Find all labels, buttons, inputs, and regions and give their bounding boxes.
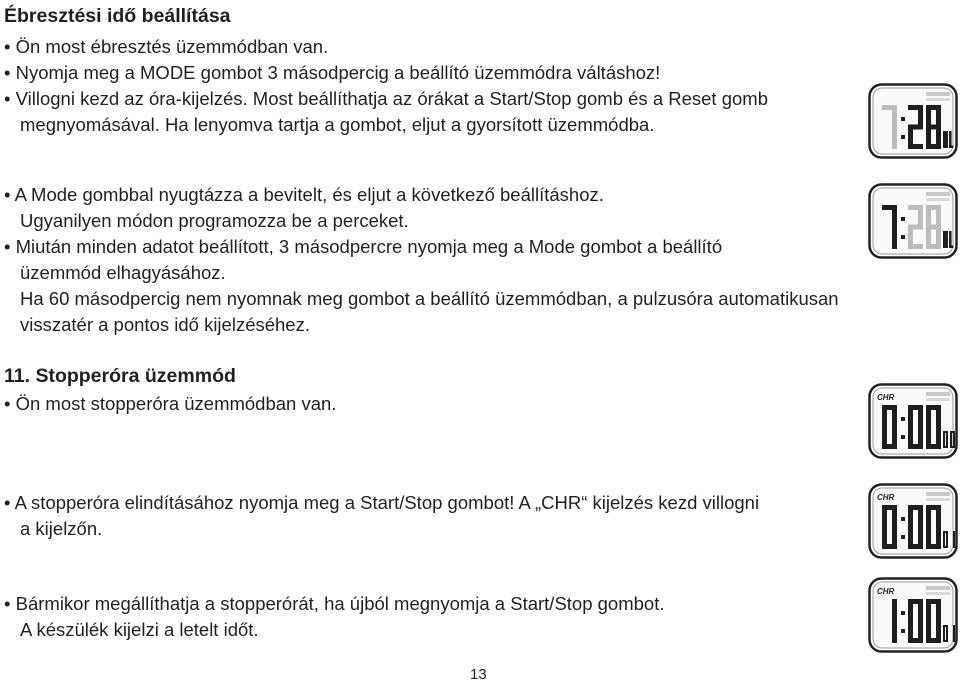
lcd-segment [892, 227, 897, 249]
lcd-segment [918, 405, 923, 427]
lcd-segment [901, 235, 905, 239]
lcd-segment [926, 599, 931, 621]
lcd-display-alarm-minutes [868, 183, 958, 259]
lcd-chr-label: CHR [877, 493, 895, 502]
lcd-segment [943, 531, 945, 540]
lcd-segment [943, 540, 945, 549]
lcd-segment [901, 435, 905, 439]
lcd-segment [943, 625, 945, 634]
lcd-segment [943, 231, 948, 234]
lcd-segment [901, 117, 905, 121]
lcd-segment [936, 105, 941, 127]
lcd-segment [908, 505, 913, 527]
lcd-segment [901, 517, 905, 521]
lcd-display-stopwatch-ready [868, 383, 958, 459]
lcd-segment [950, 431, 952, 440]
lcd-segment [901, 611, 905, 615]
lcd-segment [908, 125, 923, 130]
lcd-segment [918, 105, 923, 127]
lcd-segment [901, 535, 905, 539]
lcd-segment [892, 127, 897, 149]
lcd-segment [926, 405, 931, 427]
lcd-segment [882, 527, 887, 549]
lcd-segment [936, 205, 941, 227]
lcd-chr-label: CHR [877, 393, 895, 402]
lcd-segment [892, 599, 897, 621]
lcd-segment [949, 231, 952, 248]
lcd-segment [943, 139, 948, 142]
lcd-chr-label: CHR [877, 587, 895, 596]
lcd-segment [946, 531, 948, 540]
lcd-segment [901, 135, 905, 139]
lcd-segment [882, 505, 887, 527]
lcd-segment [926, 527, 931, 549]
text-line-exit: üzemmód elhagyásához. [20, 262, 226, 283]
lcd-segment [926, 621, 931, 643]
lcd-segment [892, 505, 897, 527]
lcd-segment [892, 621, 897, 643]
text-line-elapsed: A készülék kijelzi a letelt időt. [20, 619, 259, 640]
lcd-segment [908, 527, 913, 549]
lcd-segment [892, 105, 897, 127]
bullet-line-stopwatch-mode: • Ön most stopperóra üzemmódban van. [4, 393, 337, 414]
bullet-line-alarm-mode: • Ön most ébresztés üzemmódban van. [4, 36, 329, 57]
lcd-segment [908, 599, 913, 621]
section-title: Ébresztési idő beállítása [4, 5, 231, 27]
lcd-segment [908, 405, 913, 427]
lcd-display-stopwatch-running [868, 483, 958, 559]
lcd-segment [949, 131, 952, 148]
lcd-segment [918, 205, 923, 227]
lcd-segment [901, 417, 905, 421]
bullet-line-exit-setup: • Miután minden adatot beállított, 3 másodpercre nyomja meg a Mode gombot a beállító [4, 236, 723, 257]
stopwatch-heading: 11. Stopperóra üzemmód [4, 365, 236, 387]
lcd-segment [936, 505, 941, 527]
text-line-timeout: Ha 60 másodpercig nem nyomnak meg gombot a beállító üzemmódban, a pulzusóra automatikusan [20, 288, 839, 309]
lcd-segment [936, 405, 941, 427]
lcd-display-stopwatch-stopped [868, 577, 958, 653]
lcd-segment [953, 634, 955, 643]
lcd-segment [953, 531, 955, 540]
lcd-segment [953, 431, 955, 440]
lcd-segment [908, 225, 923, 230]
lcd-segment [882, 405, 887, 427]
lcd-segment [936, 599, 941, 621]
lcd-segment [901, 629, 905, 633]
lcd-segment [943, 634, 945, 643]
bullet-line-start-stopwatch: • A stopperóra elindításához nyomja meg a Start/Stop gombot! A „CHR“ kijelzés kezd villogni [4, 492, 760, 513]
lcd-segment [908, 427, 913, 449]
lcd-segment [943, 239, 948, 242]
lcd-segment [949, 246, 953, 249]
lcd-segment [926, 127, 931, 149]
text-line-hold-button: megnyomásával. Ha lenyomva tartja a gombot, eljut a gyorsított üzemmódba. [20, 114, 655, 135]
lcd-segment [908, 227, 913, 249]
lcd-segment [926, 225, 941, 230]
lcd-segment [950, 440, 952, 449]
lcd-segment [943, 431, 945, 440]
lcd-segment [908, 621, 913, 643]
lcd-segment [926, 505, 931, 527]
lcd-segment [953, 625, 955, 634]
lcd-segment [926, 427, 931, 449]
lcd-display-alarm-hours [868, 83, 958, 159]
lcd-segment [926, 205, 931, 227]
text-line-display: a kijelzőn. [20, 518, 103, 539]
lcd-segment [953, 540, 955, 549]
lcd-segment [926, 105, 931, 127]
lcd-segment [946, 625, 948, 634]
bullet-line-hours-blink: • Villogni kezd az óra-kijelzés. Most beállíthatja az órákat a Start/Stop gomb és a Reset gomb [4, 88, 768, 109]
lcd-segment [943, 131, 948, 134]
lcd-segment [946, 431, 948, 440]
lcd-segment [908, 127, 913, 149]
text-line-return-time: visszatér a pontos idő kijelzéséhez. [20, 314, 310, 335]
lcd-segment [926, 227, 931, 249]
lcd-segment [949, 146, 953, 149]
page-number: 13 [470, 666, 487, 683]
lcd-segment [943, 440, 945, 449]
lcd-segment [918, 599, 923, 621]
lcd-segment [892, 405, 897, 427]
lcd-segment [926, 125, 941, 130]
bullet-line-press-mode: • Nyomja meg a MODE gombot 3 másodpercig a beállító üzemmódra váltáshoz! [4, 62, 661, 83]
text-line-minutes: Ugyanilyen módon programozza be a perceket. [20, 210, 409, 231]
lcd-segment [892, 205, 897, 227]
lcd-segment [918, 505, 923, 527]
lcd-segment [901, 217, 905, 221]
lcd-segment [882, 427, 887, 449]
bullet-line-confirm-input: • A Mode gombbal nyugtázza a bevitelt, és eljut a következő beállításhoz. [4, 184, 604, 205]
bullet-line-stop-stopwatch: • Bármikor megállíthatja a stopperórát, ha újból megnyomja a Start/Stop gombot. [4, 593, 665, 614]
